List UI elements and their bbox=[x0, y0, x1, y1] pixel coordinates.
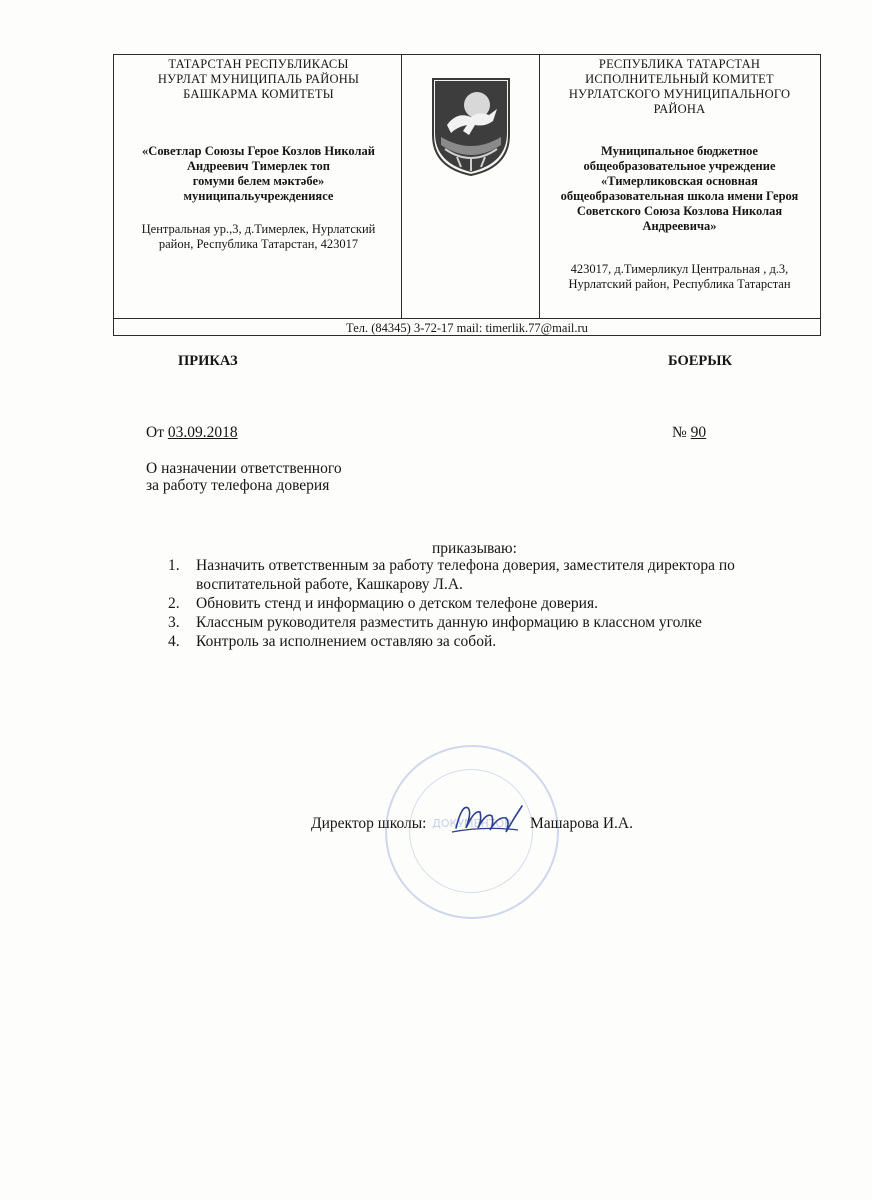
order-title-tt: БОЕРЫК bbox=[668, 353, 733, 369]
header-right-org5: Советского Союза Козлова Николая bbox=[576, 204, 783, 218]
handwritten-signature bbox=[448, 798, 526, 838]
order-item-text: Классным руководителя разместить данную информацию в классном уголке bbox=[196, 614, 702, 631]
header-right-line1: РЕСПУБЛИКА ТАТАРСТАН bbox=[598, 57, 761, 71]
header-left-line2: НУРЛАТ МУНИЦИПАЛЬ РАЙОНЫ bbox=[157, 72, 360, 86]
order-item-number: 1. bbox=[168, 557, 180, 574]
letterhead bbox=[113, 54, 821, 336]
header-right-line2: ИСПОЛНИТЕЛЬНЫЙ КОМИТЕТ bbox=[585, 72, 774, 86]
order-item-text-cont: воспитательной работе, Кашкарову Л.А. bbox=[196, 576, 463, 593]
header-right-org3: «Тимерликовская основная bbox=[601, 174, 758, 188]
header-right-addr2: Нурлатский район, Республика Татарстан bbox=[568, 277, 791, 291]
order-number-prefix: № bbox=[672, 424, 691, 441]
header-right-org1: Муниципальное бюджетное bbox=[600, 144, 758, 158]
order-date: 03.09.2018 bbox=[167, 424, 238, 441]
header-right-addr1: 423017, д.Тимерликул Центральная , д.3, bbox=[570, 262, 789, 276]
header-left-org3: гомуми белем мәктәбе» bbox=[192, 174, 325, 188]
header-contacts: Тел. (84345) 3-72-17 mail: timerlik.77@mail.ru bbox=[346, 321, 588, 335]
order-item-number: 2. bbox=[168, 595, 180, 612]
header-divider-left bbox=[401, 55, 402, 319]
order-item-number: 4. bbox=[168, 633, 180, 650]
header-left-org4: муниципальучреждениясе bbox=[183, 189, 334, 203]
header-right-org6: Андреевича» bbox=[642, 219, 717, 233]
order-item bbox=[168, 594, 808, 613]
header-right-org2: общеобразовательное учреждение bbox=[583, 159, 776, 173]
order-items-list bbox=[168, 556, 808, 651]
header-left-addr2: район, Республика Татарстан, 423017 bbox=[158, 237, 359, 251]
order-date-line bbox=[146, 424, 238, 441]
order-subject-line1: О назначении ответственного bbox=[146, 460, 342, 477]
header-right-line3: НУРЛАТСКОГО МУНИЦИПАЛЬНОГО bbox=[568, 87, 791, 101]
order-item bbox=[168, 556, 808, 594]
header-left-line1: ТАТАРСТАН РЕСПУБЛИКАСЫ bbox=[168, 57, 349, 71]
header-right-line4: РАЙОНА bbox=[653, 102, 706, 116]
order-subject bbox=[146, 460, 342, 494]
order-number: 90 bbox=[690, 424, 707, 441]
header-divider-right bbox=[539, 55, 540, 319]
coat-of-arms-icon bbox=[427, 75, 515, 179]
order-item-text: Обновить стенд и информацию о детском телефоне доверия. bbox=[196, 595, 598, 612]
order-date-prefix: От bbox=[146, 424, 168, 441]
order-item bbox=[168, 632, 808, 651]
order-item-text: Назначить ответственным за работу телефона доверия, заместителя директора по bbox=[196, 557, 735, 574]
header-left-column bbox=[116, 55, 401, 252]
header-right-org4: общеобразовательная школа имени Героя bbox=[560, 189, 799, 203]
order-number-line bbox=[672, 424, 706, 441]
order-title-ru: ПРИКАЗ bbox=[178, 353, 238, 369]
header-left-org2: Андреевич Тимерлек топ bbox=[187, 159, 330, 173]
header-left-line3: БАШКАРМА КОМИТЕТЫ bbox=[183, 87, 334, 101]
header-left-addr1: Центральная ур.,3, д.Тимерлек, Нурлатский bbox=[141, 222, 376, 236]
header-right-column bbox=[541, 55, 818, 292]
header-left-org1: «Советлар Союзы Герое Козлов Николай bbox=[142, 144, 375, 158]
order-item-text: Контроль за исполнением оставляю за собой. bbox=[196, 633, 497, 650]
order-item-number: 3. bbox=[168, 614, 180, 631]
signature-position: Директор школы: bbox=[311, 815, 427, 832]
order-command: приказываю: bbox=[432, 540, 517, 557]
signature-name: Машарова И.А. bbox=[530, 815, 633, 832]
order-subject-line2: за работу телефона доверия bbox=[146, 477, 330, 494]
order-item bbox=[168, 613, 808, 632]
stamp-text: ДОКУМЕНТОВ bbox=[432, 817, 512, 830]
header-divider-bottom bbox=[114, 318, 820, 319]
